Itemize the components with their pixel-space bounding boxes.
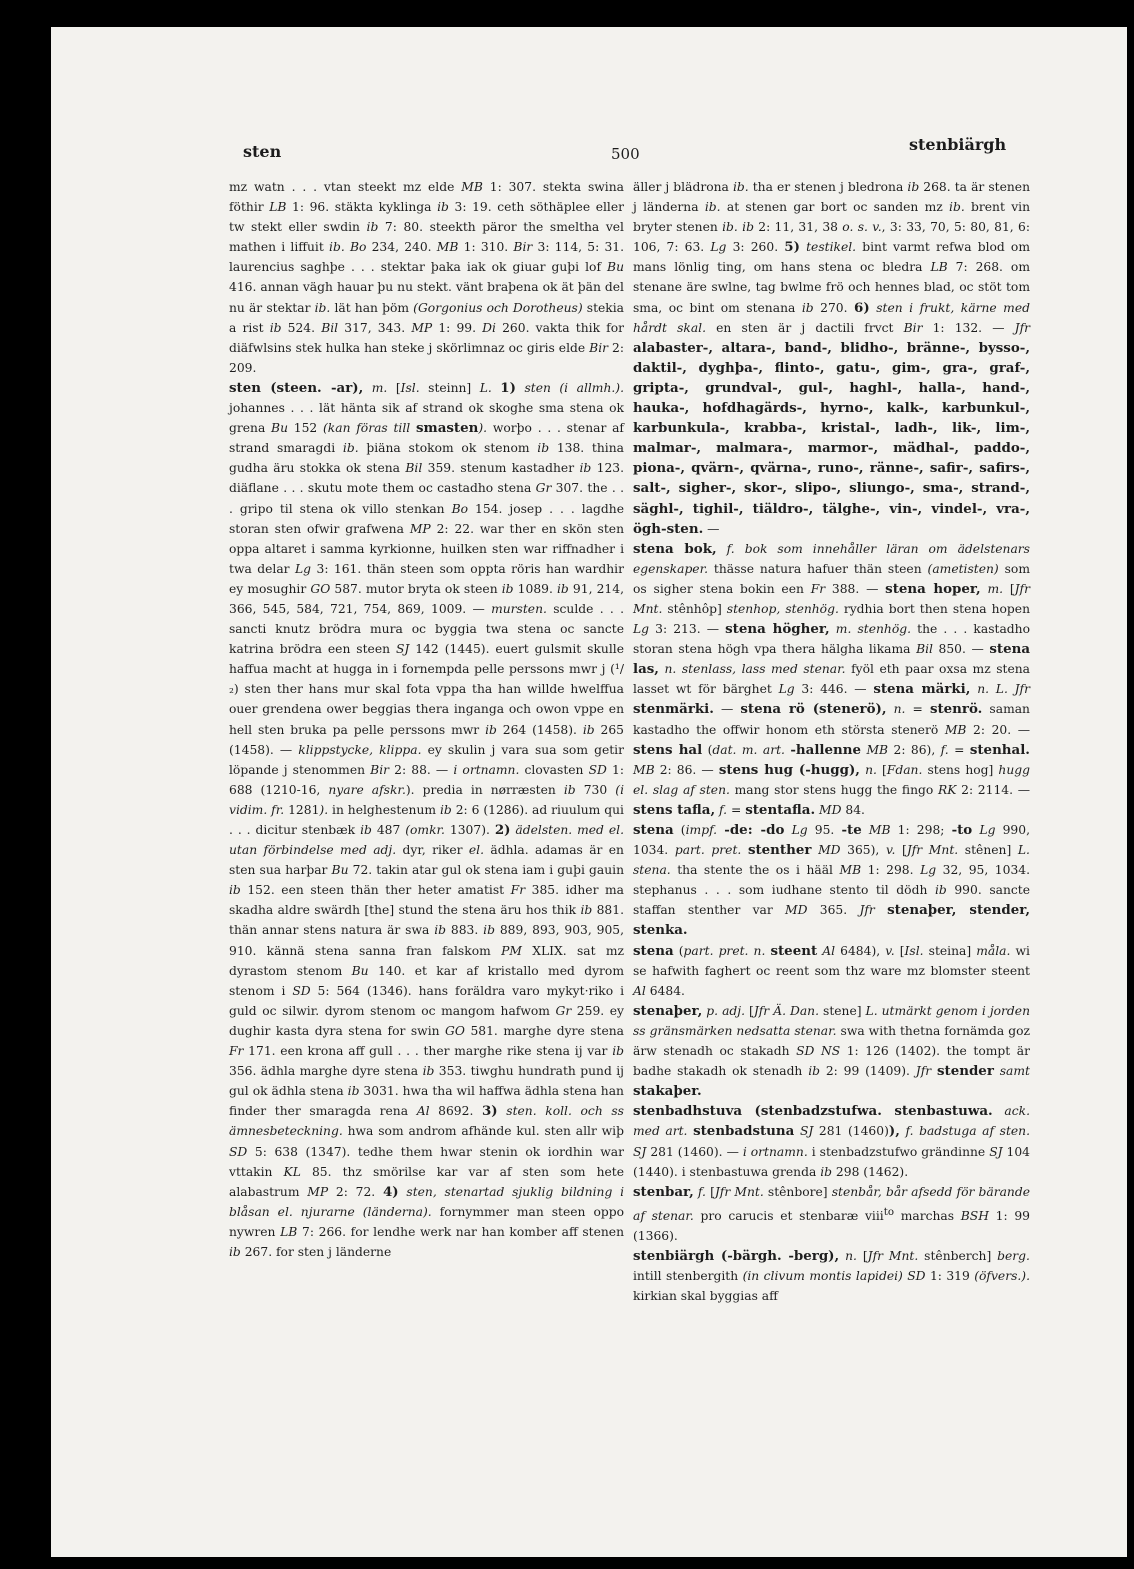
entry-stenather: stenaþer, p. adj. [Jfr Ä. Dan. stene] L. utmärkt genom i jorden ss gränsmärken nedsatta stenar. swa with thetna fornämda goz ärw stenadh oc stakadh SD NS 1: 126 (1402). the tompt är badhe stakadh ok stenadh ib 2: 99 (1409). Jfr stender samt stakaþer. [633, 1002, 1030, 1100]
entry-stena-verb-2: stena (part. pret. n. steent Al 6484), v. [Isl. steina] måla. wi se hafwith faghert oc reent som thz ware mz blomster steent Al 6484. [633, 942, 1030, 998]
entry-sten: sten (steen. -ar), m. [Isl. steinn] L. 1) sten (i allmh.). johannes . . . lät hänta sik af strand ok skoghe sma stena ok grena Bu 152 (kan föras till smasten). worþo . . . stenar af strand smaragdi ib. þiäna stokom ok stenom ib 138. thina gudha äru stokka ok stena Bil 359. stenum kastadher ib 123. diäflane . . . skutu mote them oc castadho stena Gr 307. the . . . gripo til stena ok villo stenkan Bo 154. josep . . . lagdhe storan sten ofwir grafwena MP 2: 22. war ther en skön sten oppa altaret i samma kyrkionne, huilken sten war riffnadher i twa delar Lg 3: 161. thän steen som oppta röris han wardhir ey mosughir GO 587. mutor bryta ok steen ib 1089. ib 91, 214, 366, 545, 584, 721, 754, 869, 1009. — mursten. sculde . . . sancti knutz brödra mura oc byggia twa stena oc sancte katrina brödra een steen SJ 142 (1445). euert gulsmit skulle haffua macht at hugga in i fornempda pelle perssons mwr j (¹/₂) sten ther hans mur skal fota vppa tha han willde hwelffua ouer grendena ower beggias thera inganga och owon vppe en hell sten bruka pa pelle perssons mwr ib 264 (1458). ib 265 (1458). — klippstycke, klippa. ey skulin j vara sua som getir löpande j stenommen Bir 2: 88. — i ortnamn. clovasten SD 1: 688 (1210-16, nyare afskr.). predia in nørræsten ib 730 (i vidim. fr. 1281). in helghestenum ib 2: 6 (1286). ad riuulum qui . . . dicitur stenbæk ib 487 (omkr. 1307). 2) ädelsten. med el. utan förbindelse med adj. dyr, riker el. ädhla. adamas är en sten sua harþar Bu 72. takin atar gul ok stena iam i guþi gauin ib 152. een steen thän ther heter amatist Fr 385. idher ma skadha aldre swärdh [the] stund the stena äru hos thik ib 881. thän annar stens natura är swa ib 883. ib 889, 893, 903, 905, 910. kännä stena sanna fran falskom PM XLIX. sat mz dyrastom stenom Bu 140. et kar af kristallo med dyrom stenom i SD 5: 564 (1346). hans foräldra varo mykyt·riko i guld oc silwir. dyrom stenom oc mangom hafwom Gr 259. ey dughir kasta dyra stena for swin GO 581. marghe dyre stena Fr 171. een krona aff gull . . . ther marghe rike stena ij var ib 356. ädhla marghe dyre stena ib 353. tiwghu hundrath pund ij gul ok ädhla stena ib 3031. hwa tha wil haffwa ädhla stena han finder ther smaragda rena Al 8692. 3) sten. koll. och ss ämnesbeteckning. hwa som androm afhände kul. sten allr wiþ SD 5: 638 (1347). tedhe them hwar stenin ok iordhin war vttakin KL 85. thz smörilse kar var af sten som hete alabastrum MP 2: 72. 4) sten, stenartad sjuklig bildning i blåsan el. njurarne (länderna). fornymmer man steen oppo nywren LB 7: 266. for lendhe werk nar han komber aff stenen ib 267. for sten j länderne [229, 379, 625, 1259]
right-column [633, 177, 1030, 1306]
entry-stenbar: stenbar, f. [Jfr Mnt. stênbore] stenbår, bår afsedd för bärande af stenar. pro carucis et stenbaræ viii$^{to}$ marchas BSH 1: 99 (1366). [633, 1183, 1030, 1243]
entry-paragraph: äller j blädrona ib. tha er stenen j bledrona ib 268. ta är stenen j länderna ib. at stenen gar bort oc sanden mz ib. brent vin bryter stenen ib. ib 2: 11, 31, 38 o. s. v., 3: 33, 70, 5: 80, 81, 6: 106, 7: 63. Lg 3: 260. 5) testikel. bint varmt refwa blod om mans lönlig ting, om hans stena oc bledra LB 7: 268. om stenane äre swlne, tag bwlme frö och hennes blad, oc stöt tom sma, oc bint om stenana ib 270. 6) sten i frukt, kärne med hårdt skal. en sten är j dactili frvct Bir 1: 132. — Jfr alabaster-, altara-, band-, blidho-, bränne-, bysso-, daktil-, dyghþa-, flinto-, gatu-, gim-, gra-, graf-, gripta-, grundval-, gul-, haghl-, halla-, hand-, hauka-, hofdhagärds-, hyrno-, kalk-, karbunkul-, karbunkula-, krabba-, kristal-, ladh-, lik-, lim-, malmar-, malmara-, marmor-, mädhal-, paddo-, piona-, qvärn-, qvärna-, runo-, ränne-, safir-, safirs-, salt-, sigher-, skor-, slipo-, sliungo-, sma-, strand-, säghl-, tighil-, tiäldro-, tälghe-, vin-, vindel-, vra-, ögh-sten. — [633, 180, 1031, 537]
running-head-right: stenbiärgh [909, 135, 1007, 154]
running-head-left: sten [243, 142, 282, 161]
dictionary-page [51, 27, 1127, 1557]
entry-stena-verb-1: stena (impf. -de: -do Lg 95. -te MB 1: 298; -to Lg 990, 1034. part. pret. stenther MD 365), v. [Jfr Mnt. stênen] L. stena. tha stente the os i hääl MB 1: 298. Lg 32, 95, 1034. stephanus . . . som iudhane stento til dödh ib 990. sancte staffan stenther var MD 365. Jfr stenaþer, stender, stenka. [633, 822, 1031, 939]
entry-stenbadhstuva: stenbadhstuva (stenbadzstufwa. stenbastuwa. ack. med art. stenbadstuna SJ 281 (1460)), f. badstuga af sten. SJ 281 (1460). — i ortnamn. i stenbadzstufwo grändinne SJ 104 (1440). i stenbastuwa grenda ib 298 (1462). [633, 1103, 1030, 1179]
entry-paragraph: mz watn . . . vtan steekt mz elde MB 1: 307. stekta swina föthir LB 1: 96. stäkta kyklinga ib 3: 19. ceth söthäplee eller tw stekt eller swdin ib 7: 80. steekth päror the smeltha vel mathen i liffuit ib. Bo 234, 240. MB 1: 310. Bir 3: 114, 5: 31. laurencius saghþe . . . stektar þaka iak ok giuar guþi lof Bu 416. annan vägh hauar þu nu stekt. vänt braþena ok ät þän del nu är stektar ib. lät han þöm (Gorgonius och Dorotheus) stekia a rist ib 524. Bil 317, 343. MP 1: 99. Di 260. vakta thik for diäfwlsins stek hulka han steke j skörlimnaz oc giris elde Bir 2: 209. [229, 180, 625, 375]
entry-compounds: stena bok, f. bok som innehåller läran om ädelstenars egenskaper. thässe natura hafuer thän steen (ametisten) som os sigher stena bokin een Fr 388. — stena hoper, m. [Jfr Mnt. stênhôp] stenhop, stenhög. rydhia bort then stena hopen Lg 3: 213. — stena högher, m. stenhög. the . . . kastadho storan stena högh vpa thera hälgha likama Bil 850. — stena las, n. stenlass, lass med stenar. fyöl eth paar oxsa mz stena lasset wt för bärghet Lg 3: 446. — stena märki, n. L. Jfr stenmärki. — stena rö (stenerö), n. = stenrö. saman kastadho the offwir honom eth största stenerö MB 2: 20. — stens hal (dat. m. art. -hallenne MB 2: 86), f. = stenhal. MB 2: 86. — stens hug (-hugg), n. [Fdan. stens hog] hugg el. slag af sten. mang stor stens hugg the fingo RK 2: 2114. — stens tafla, f. = stentafla. MD 84. [633, 540, 1031, 818]
entry-stenbiargh: stenbiärgh (-bärgh. -berg), n. [Jfr Mnt. stênberch] berg. intill stenbergith (in clivum montis lapidei) SD 1: 319 (öfvers.). kirkian skal byggias aff [633, 1248, 1030, 1304]
page-number: 500 [611, 145, 640, 163]
left-column [229, 177, 624, 1262]
